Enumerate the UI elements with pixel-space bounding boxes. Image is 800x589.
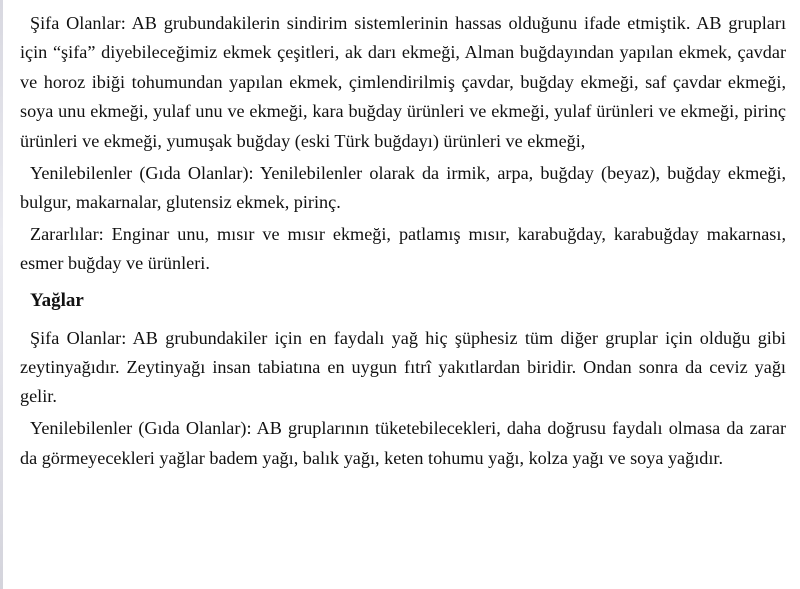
paragraph-grains-edible: Yenilebilenler (Gıda Olanlar): Yenilebilenler olarak da irmik, arpa, buğday (beyaz), buğday ekmeği, bulgur, makarnalar, glutensiz ekmek, pirinç.: [20, 162, 786, 212]
page-left-edge: [0, 0, 3, 589]
paragraph-grains-harmful: Zararlılar: Enginar unu, mısır ve mısır ekmeği, patlamış mısır, karabuğday, karabuğday makarnası, esmer buğday ve ürünleri.: [20, 223, 786, 274]
paragraph-oils-edible: Yenilebilenler (Gıda Olanlar): AB gruplarının tüketebilecekleri, daha doğrusu faydalı olmasa da zarar da görmeyecekleri yağlar badem yağı, balık yağı, keten tohumu yağı, kolza yağı ve soya yağıdır.: [20, 418, 786, 468]
paragraph-grains-healing: Şifa Olanlar: AB grubundakilerin sindirim sistemlerinin hassas olduğunu ifade etmiştik. AB grupları için “şifa” diyebileceğimiz ekmek çeşitleri, ak darı ekmeği, Alman buğdayından yapılan ekmek, çavdar ve horoz ibiği tohumundan yapılan ekmek, çimlendirilmiş çavdar, buğday ekmeği, saf çavdar ekmeği, soya unu ekmeği, yulaf unu ve ekmeği, kara buğday ürünleri ve ekmeği, yulaf ürünleri ve ekmeği, pirinç ürünleri ve ekmeği, yumuşak buğday (eski Türk buğdayı) ürünleri ve ekmeği,: [20, 13, 786, 151]
section-heading-oils: Yağlar: [30, 289, 84, 311]
paragraph-oils-healing: Şifa Olanlar: AB grubundakiler için en faydalı yağ hiç şüphesiz tüm diğer gruplar için olduğu gibi zeytinyağıdır. Zeytinyağı insan tabiatına en uygun fıtrî yakıtlardan biridir. Ondan sonra da ceviz yağı gelir.: [20, 327, 786, 407]
